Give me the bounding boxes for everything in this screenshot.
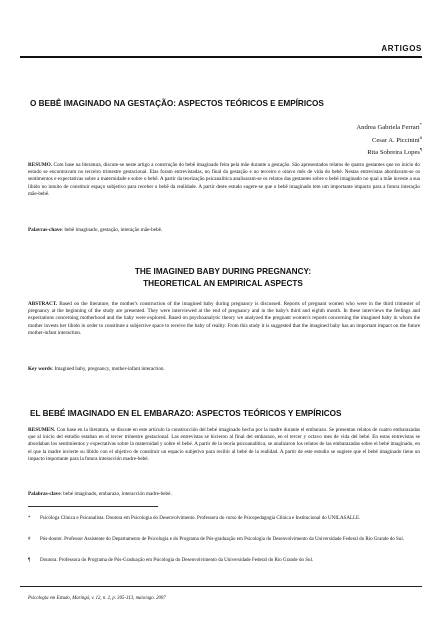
author-1: Andrea Gabriela Ferrari* (356, 122, 422, 132)
author-2: Cesar A. Piccinini# (371, 134, 422, 144)
header-rule (20, 56, 422, 58)
footnote-3: ¶ Doutora. Professora do Programa de Pós-Graduação em Psicologia do Desenvolvimento da Universidade Federal do Rio Grande do Sul. (28, 558, 314, 563)
keywords-en: Key words: Imagined baby, pregnancy, mother-infant interaction. (28, 366, 165, 372)
keywords-pt: Palavras-chave: bebê imaginado, gestação, interação mãe-bebê. (28, 227, 163, 233)
author-list (356, 120, 422, 158)
title-es: EL BEBÉ IMAGINADO EN EL EMBARAZO: ASPECTOS TEÓRICOS Y EMPÍRICOS (30, 409, 342, 418)
abstract-pt: RESUMO. Com base na literatura, discute-se neste artigo a construção do bebê imaginado feita pela mãe durante a gestação. São apresentados relatos de quatro gestantes que no início do estudo se encontravam no terceiro trimestre gestacional. Elas foram entrevistadas, no final da gestação e no terceiro e oitavo mês de vida do bebê. Nestas entrevistas abordavam-se os sentimentos e expectativas sobre a maternidade e sobre o bebê. A partir da teorização psicanalítica analisaram-se os relatos das gestantes sobre o bebê imaginado no qual a mãe investe a sua libido no intuito de constituir espaço subjetivo para receber o bebê da realidade. A partir deste estudo sugere-se que o bebê imaginado tem um importante impacto para a futura interação mãe-bebê. (28, 162, 420, 197)
title-en-line2: THEORETICAL AN EMPIRICAL ASPECTS (143, 279, 303, 288)
title-pt: O BEBÊ IMAGINADO NA GESTAÇÃO: ASPECTOS TEÓRICOS E EMPÍRICOS (30, 99, 324, 108)
title-en-line1: THE IMAGINED BABY DURING PREGNANCY: (134, 267, 312, 276)
page-footer: Psicologia em Estudo, Maringá, v. 12, n. 2, p. 305-313, maio/ago. 2007 (28, 596, 166, 601)
footnote-1: * Psicóloga Clínica e Psicanalista. Doutora em Psicologia do Desenvolvimento. Professora do curso de Psicopedagogia Clínica e Institucional do UNILASALLE. (28, 516, 361, 521)
keywords-es: Palabras-clave: bebé imaginado, embarazo, interacción madre-bebé. (28, 491, 172, 497)
footnote-2: # Pós-doutor. Professor Assistente do Departamento de Psicologia e do Programa de Pós-graduação em Psicologia do Desenvolvimento da Universidade Federal do Rio Grande do Sul. (28, 537, 404, 542)
abstract-en: ABSTRACT. Based on the literature, the mother's construction of the imagined baby during pregnancy is discussed. Reports of pregnant women who were in the third trimester of pregnancy at the beginning of the study are presented. They were interviewed at the end of pregnancy and in the baby's third and eighth month. In these interviews the feelings and expectations concerning motherhood and the baby were explored. Based on psychoanalytic theory we analyzed the pregnant women's reports concerning the imagined baby in whom the mother invests her libido in order to constitute a subjective space to receive the baby of reality. From this study it is suggested that the imagined baby has an important impact on the future mother-infant interaction. (28, 301, 420, 336)
abstract-es: RESUMEN. Con base en la literatura, se discute en este artículo la construcción del bebé imaginado hecha por la madre durante el embarazo. Se presentan relatos de cuatro embarazadas que al inicio del estudio estaban en el tercer trimestre gestacional. Las entrevistas se hicieron al final del embarazo, en el tercer y octavo mes de vida del bebé. En estas entrevistas se abordaban los sentimientos y expectativas sobre la maternidad y sobre el bebé. A partir de la teoría psicoanalítica, se analizaron los relatos de las embarazadas sobre el bebé imaginado, en el que la madre invierte su libido con el objetivo de constituir un espacio subjetivo para recibir al bebé de la realidad. A partir de este estudio se sugiere que el bebé imaginado tiene un impacto importante para la futura interacción madre-bebé. (28, 427, 420, 462)
footnote-rule (28, 506, 158, 507)
author-3: Rita Sobreira Lopes¶ (367, 147, 422, 157)
section-label: ARTIGOS (381, 44, 422, 53)
footer-rule (20, 586, 422, 587)
